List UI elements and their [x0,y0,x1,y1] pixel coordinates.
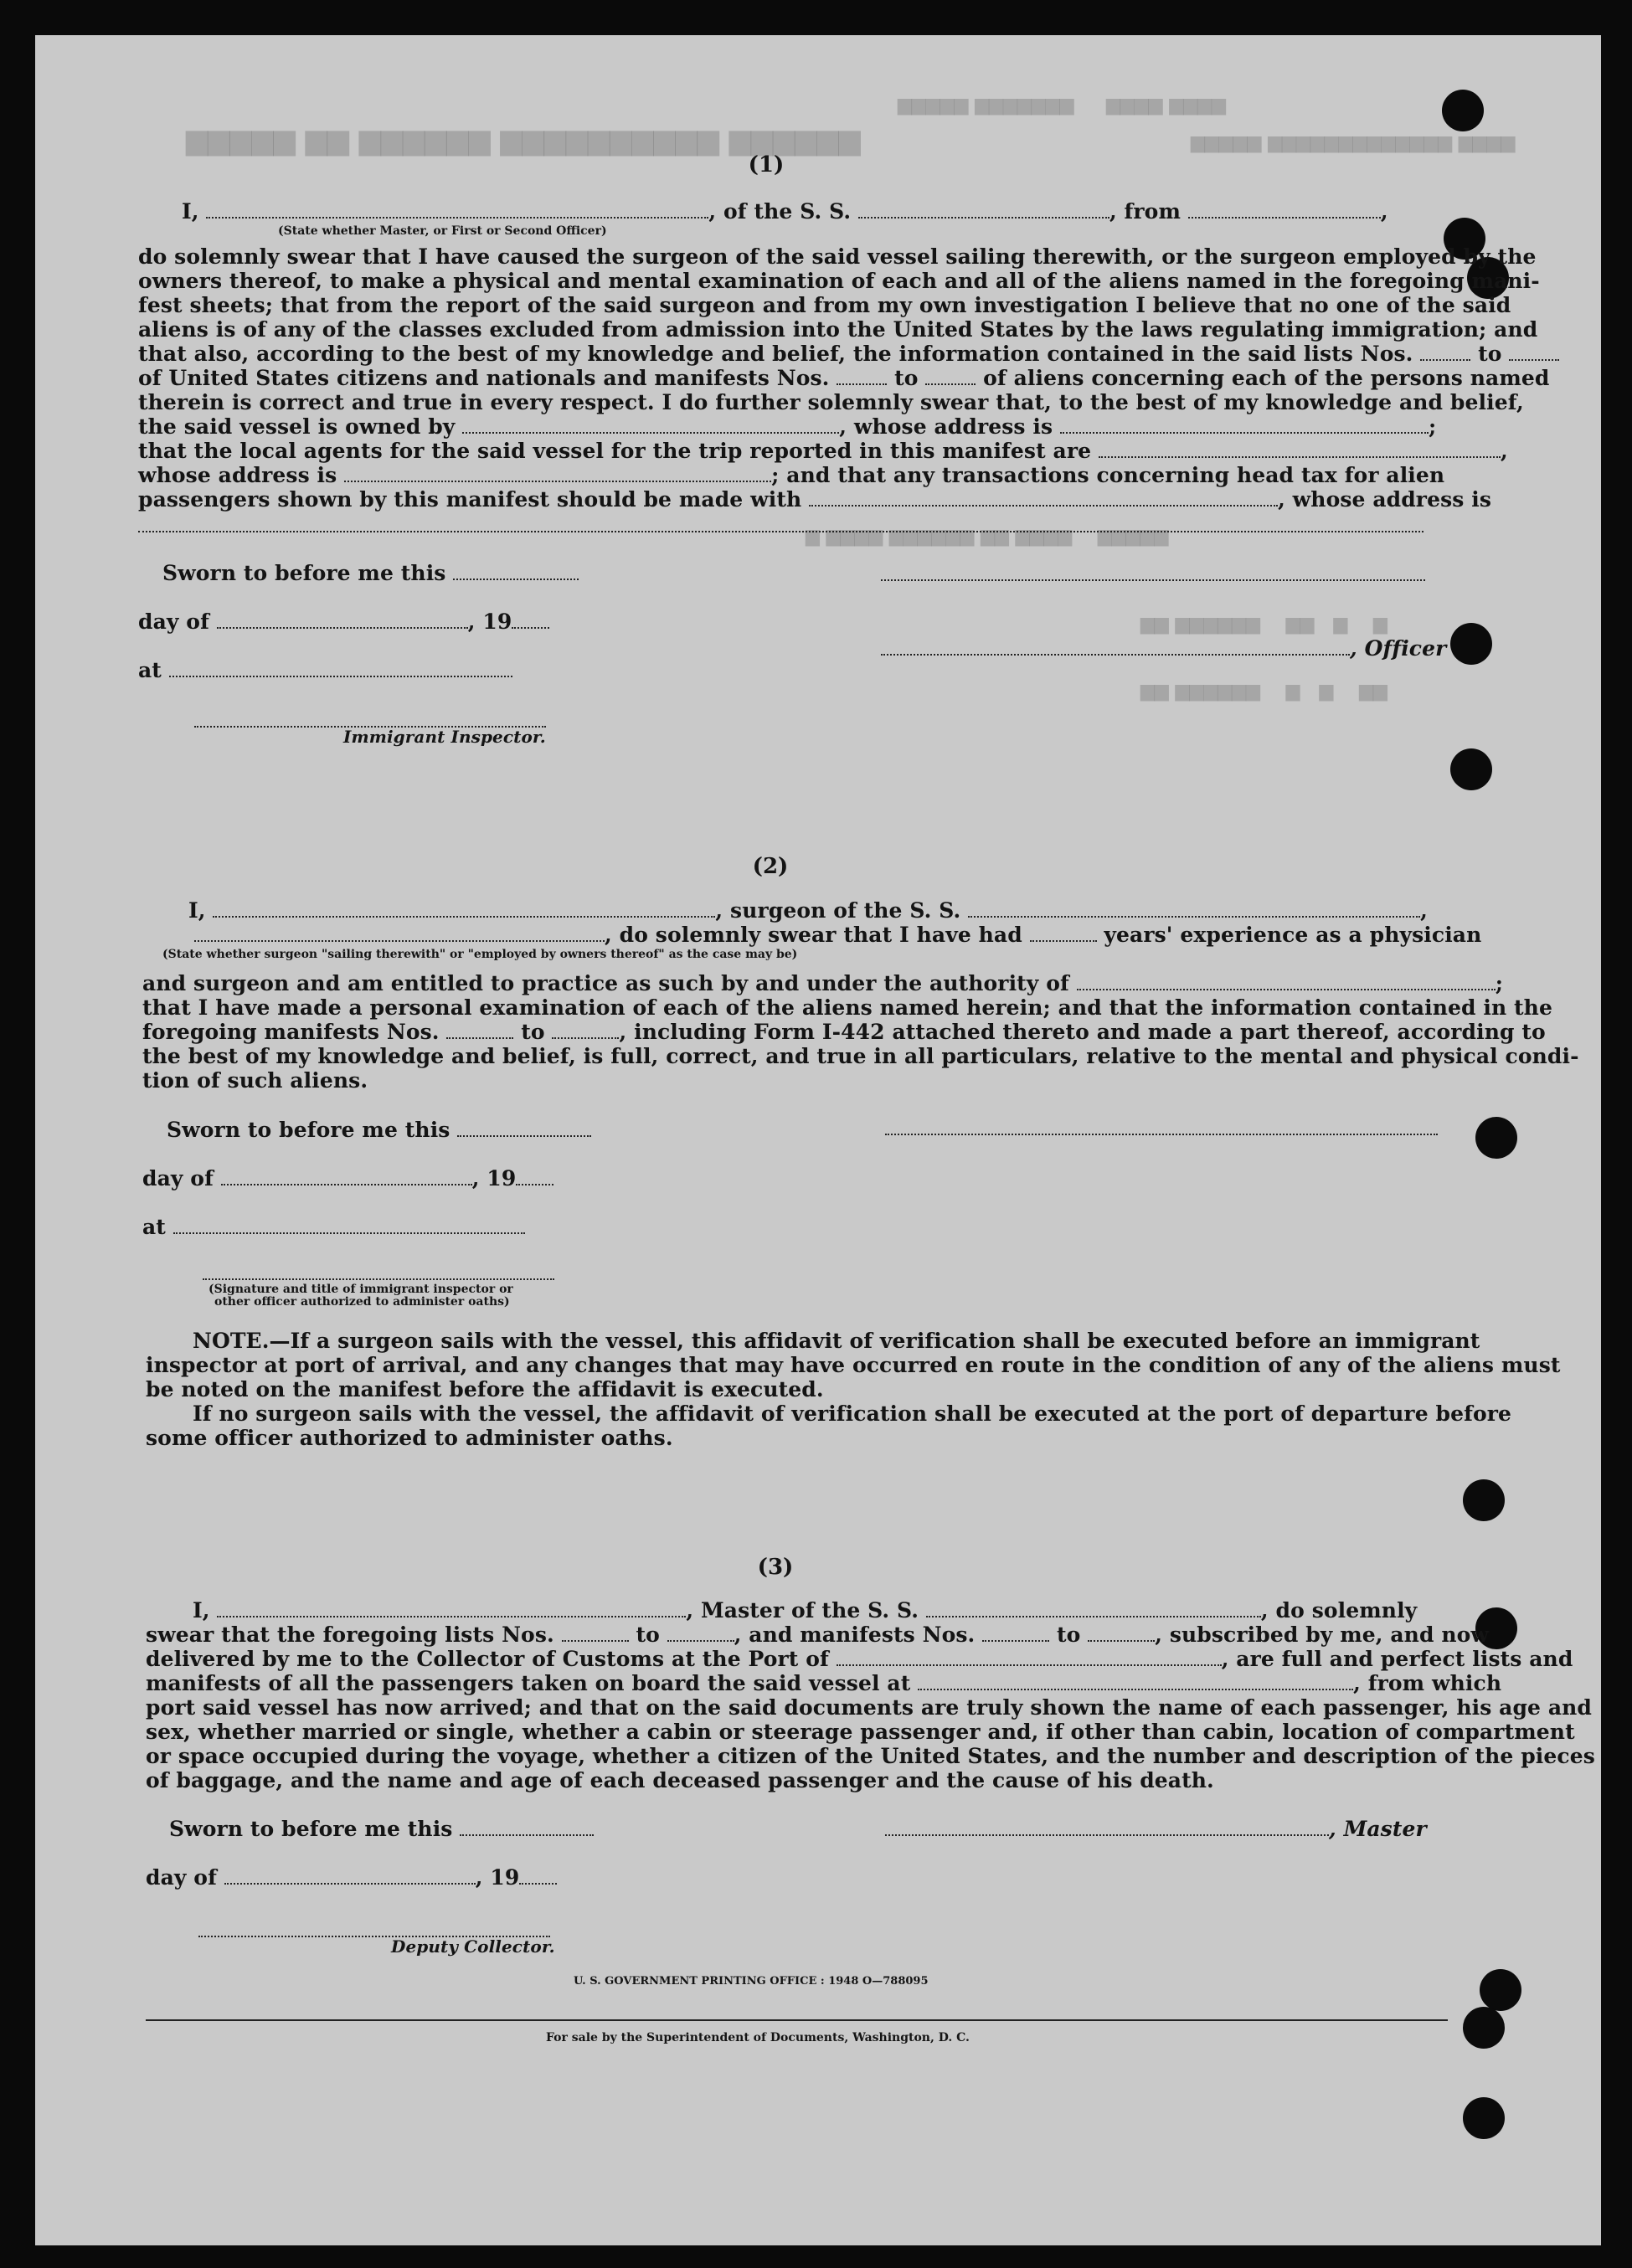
show-through-text: ▆▆▆▆▆ ▆▆▆▆▆▆▆▆▆▆▆▆▆ ▆▆▆▆ [1191,131,1516,153]
s2-surgeon-signature-field[interactable] [885,1134,1438,1135]
show-through-text: ▆▆ ▆▆▆▆▆▆ ▆ ▆ ▆▆ [1140,680,1387,702]
show-through-text: ▆▆▆▆▆ ▆▆ ▆▆▆▆▆▆ ▆▆▆▆▆▆▆▆▆▆ ▆▆▆▆▆▆ [186,123,861,157]
s1-at: at [138,658,512,682]
s2-authority-field[interactable] [1077,972,1496,990]
s1-para-line: aliens is of any of the classes excluded from admission into the United States by the laws regulating immigration; and [138,317,1538,342]
s3-para-line: swear that the foregoing lists Nos. to , and manifests Nos. to , subscribed by me, and now [146,1623,1490,1647]
s1-sworn: Sworn to before me this [162,561,579,585]
section-2-title: (2) [752,854,789,879]
owner-address-field[interactable] [1060,415,1429,434]
head-tax-address-field[interactable] [138,531,1423,532]
s2-line-2: , do solemnly swear that I have had years' experience as a physician [194,923,1481,947]
s3-para-line: sex, whether married or single, whether a cabin or steerage passenger and, if other than cabin, location of compartment [146,1720,1575,1744]
punch-hole [1450,748,1492,790]
s2-para-line: and surgeon and am entitled to practice as such by and under the authority of ; [142,971,1504,995]
s3-boarding-port-field[interactable] [918,1672,1353,1690]
s1-inspector-label: Immigrant Inspector. [343,727,546,747]
s2-sworn-day-field[interactable] [457,1119,591,1137]
s2-note-line: be noted on the manifest before the affidavit is executed. [146,1377,824,1401]
s1-year-field[interactable] [512,610,549,629]
s2-year-field[interactable] [516,1167,553,1185]
s3-port-field[interactable] [837,1648,1222,1666]
s1-para-line: that also, according to the best of my knowledge and belief, the information contained in the said lists Nos. to [138,342,1559,366]
s1-para-line: passengers shown by this manifest should be made with , whose address is [138,487,1492,512]
citizen-list-to-field[interactable] [1509,342,1559,361]
s1-para-line: owners thereof, to make a physical and mental examination of each and all of the aliens named in the foregoing mani- [138,269,1540,293]
s2-surgeon-name-field[interactable] [213,899,715,918]
s2-at: at [142,1215,525,1239]
s3-year-field[interactable] [519,1866,557,1885]
s3-line-1: I, , Master of the S. S. , do solemnly [193,1598,1418,1623]
vessel-owner-field[interactable] [462,415,839,434]
punch-hole [1480,1969,1521,2011]
manifest-verification-sheet [35,35,1601,2245]
s2-years-experience-field[interactable] [1030,923,1097,942]
s1-para-line: of United States citizens and nationals and manifests Nos. to of aliens concerning each of the persons named [138,366,1550,390]
s2-vessel-name-field[interactable] [968,899,1420,918]
s2-manifest-from-field[interactable] [446,1021,513,1039]
s1-sworn-day-field[interactable] [453,562,579,580]
s2-dayof: day of , 19 [142,1166,553,1191]
footer-rule [146,2019,1448,2021]
s3-para-line: of baggage, and the name and age of each deceased passenger and the cause of his death. [146,1768,1214,1792]
s2-surgeon-status-field[interactable] [194,923,605,942]
s3-manifest-from-field[interactable] [982,1623,1049,1642]
punch-hole [1475,1117,1517,1159]
s3-collector-label: Deputy Collector. [391,1936,555,1957]
head-tax-contact-field[interactable] [809,488,1278,507]
show-through-text: ▆▆▆▆▆ ▆▆▆▆▆▆▆ ▆▆▆▆ ▆▆▆▆ [898,94,1226,116]
section-1-title: (1) [748,152,785,177]
s1-line-1: I, , of the S. S. , from , [182,199,1388,224]
s1-officer-note: (State whether Master, or First or Second Officer) [278,224,607,238]
s1-officer-signature-line-1[interactable] [881,579,1425,581]
s1-para-line: fest sheets; that from the report of the said surgeon and from my own investigation I believe that no one of the said [138,293,1511,317]
s3-para-line: manifests of all the passengers taken on board the said vessel at , from which [146,1671,1502,1695]
s3-sworn: Sworn to before me this [169,1817,594,1841]
s1-para-line: that the local agents for the said vessel for the trip reported in this manifest are , [138,439,1508,463]
s2-para-line: that I have made a personal examination of each of the aliens named herein; and that the information contained in the [142,995,1552,1020]
s3-vessel-name-field[interactable] [926,1599,1261,1617]
manifest-from-field[interactable] [837,367,887,385]
s1-at-place-field[interactable] [169,659,512,677]
s2-month-field[interactable] [221,1167,472,1185]
s1-para-line: whose address is ; and that any transactions concerning head tax for alien [138,463,1445,487]
s3-sworn-day-field[interactable] [460,1818,594,1836]
s1-para-line: therein is correct and true in every respect. I do further solemnly swear that, to the best of my knowledge and belief, [138,390,1524,414]
s1-officer-signature-field[interactable] [881,637,1350,656]
s2-para-line: the best of my knowledge and belief, is full, correct, and true in all particulars, relative to the mental and physical condi- [142,1044,1579,1068]
s3-list-from-field[interactable] [562,1623,629,1642]
s1-para-line: the said vessel is owned by , whose address is ; [138,414,1437,439]
s2-note-line: NOTE.—If a surgeon sails with the vessel, this affidavit of verification shall be executed before an immigrant [193,1329,1480,1353]
s1-month-field[interactable] [217,610,468,629]
s2-para-line: foregoing manifests Nos. to , including Form I-442 attached thereto and made a part thereof, according to [142,1020,1546,1044]
vessel-name-field[interactable] [858,200,1109,219]
s2-line-1: I, , surgeon of the S. S. , [188,898,1428,923]
s1-dayof: day of , 19 [138,609,549,634]
s3-master-line: , Master [885,1817,1427,1841]
officer-name-field[interactable] [206,200,708,219]
agents-address-field[interactable] [344,464,771,482]
departure-port-field[interactable] [1188,200,1381,219]
s2-sworn: Sworn to before me this [167,1118,591,1142]
s1-para-line: do solemnly swear that I have caused the surgeon of the said vessel sailing therewith, or the surgeon employed by the [138,244,1537,269]
s2-signature-caption-2: other officer authorized to administer oaths) [214,1295,510,1309]
show-through-text: ▆ ▆▆▆▆ ▆▆▆▆▆▆ ▆▆ ▆▆▆▆ ▆▆▆▆▆ [806,525,1169,547]
s3-manifest-to-field[interactable] [1088,1623,1155,1642]
punch-hole [1463,1479,1505,1521]
s3-master-signature-field[interactable] [885,1818,1329,1836]
s2-surgeon-note: (State whether surgeon "sailing therewith" or "employed by owners thereof" as the case may be) [162,948,798,961]
punch-hole [1463,2007,1505,2049]
s3-dayof: day of , 19 [146,1865,557,1890]
sale-notice: For sale by the Superintendent of Documents, Washington, D. C. [546,2031,970,2044]
local-agents-field[interactable] [1099,440,1501,458]
s2-inspector-signature-field[interactable] [203,1278,554,1280]
s2-signature-caption-1: (Signature and title of immigrant inspector or [209,1283,513,1296]
s1-officer-line: , Officer [881,636,1446,661]
s3-para-line: delivered by me to the Collector of Customs at the Port of , are full and perfect lists and [146,1647,1573,1671]
s2-manifest-to-field[interactable] [552,1021,619,1039]
section-3-title: (3) [757,1555,794,1580]
s3-para-line: port said vessel has now arrived; and that on the said documents are truly shown the name of each passenger, his age and [146,1695,1593,1720]
s2-note-line: inspector at port of arrival, and any changes that may have occurred en route in the condition of any of the aliens must [146,1353,1561,1377]
punch-hole [1450,623,1492,665]
s3-list-to-field[interactable] [667,1623,734,1642]
s2-para-line: tion of such aliens. [142,1068,368,1093]
s3-para-line: or space occupied during the voyage, whether a citizen of the United States, and the number and description of the pieces [146,1744,1595,1768]
s2-note-line: some officer authorized to administer oaths. [146,1426,673,1450]
punch-hole [1463,2097,1505,2139]
s3-month-field[interactable] [224,1866,476,1885]
punch-hole [1442,90,1484,131]
show-through-text: ▆▆ ▆▆▆▆▆▆ ▆▆ ▆ ▆ [1140,613,1387,635]
gpo-imprint: U. S. GOVERNMENT PRINTING OFFICE : 1948 O—788095 [574,1975,929,1988]
s2-at-place-field[interactable] [173,1216,525,1234]
s2-note-line: If no surgeon sails with the vessel, the affidavit of verification shall be executed at the port of departure before [193,1401,1512,1426]
manifest-to-field[interactable] [925,367,976,385]
citizen-list-from-field[interactable] [1420,342,1470,361]
s3-master-name-field[interactable] [217,1599,686,1617]
